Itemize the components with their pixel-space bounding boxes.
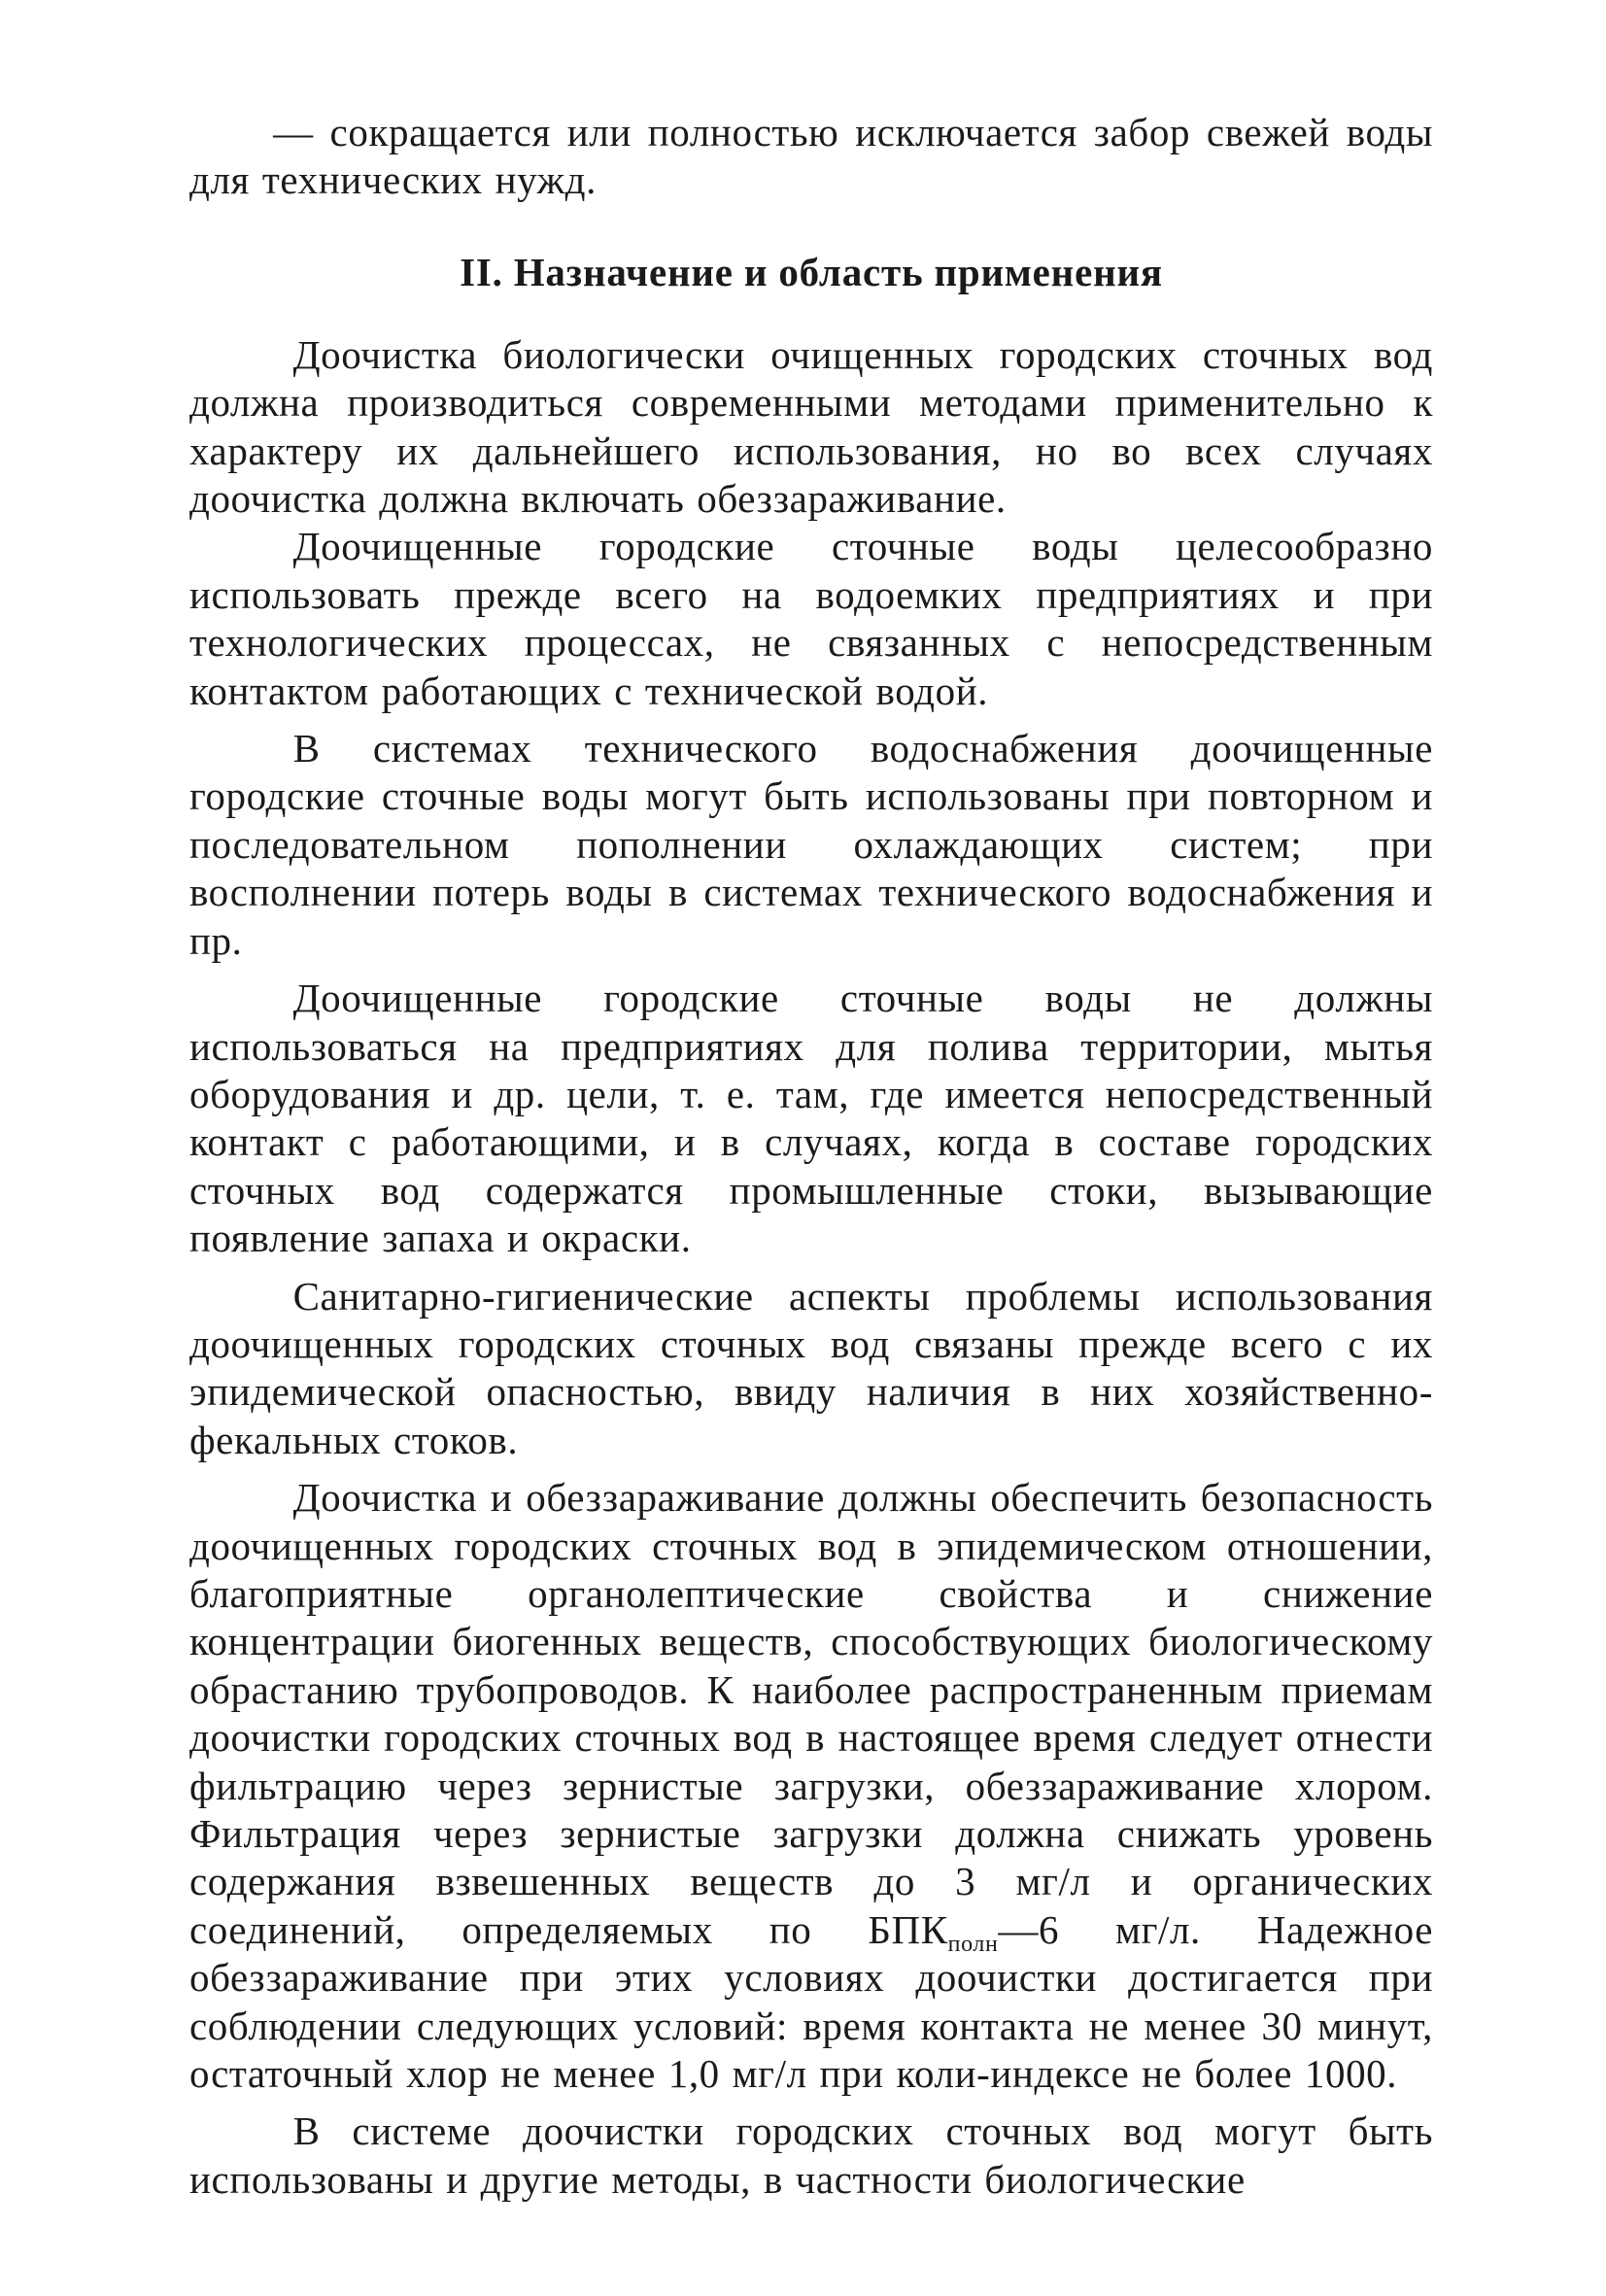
paragraph-3: В системах технического водоснабжения доочищенные городские сточные воды могут быть использованы при повторном и последовательном пополнении охлаждающих систем; при восполнении потерь воды в системах технического водоснабжения и пр. [189,726,1433,963]
paragraph-2: Доочищенные городские сточные воды целесообразно использовать прежде всего на водоемких предприятиях и при технологических процессах, не связанных с непосредственным контактом работающих с технической водой. [189,524,1433,713]
paragraph-4: Доочищенные городские сточные воды не должны использоваться на предприятиях для полива территории, мытья оборудования и др. цели, т. е. там, где имеется непосредственный контакт с работающими, и в случаях, когда в составе городских сточных вод содержатся промышленные стоки, вызывающие появление запаха и окраски. [189,976,1433,1261]
paragraph-6-text-b: —6 мг/л. Надежное обеззараживание при этих условиях доочистки достигается при соблюдении следующих условий: время контакта не менее 30 минут, остаточный хлор не менее 1,0 мг/л при коли-индексе не более 1000. [189,1906,1433,2097]
paragraph-6 [189,1474,1433,2098]
document-page [189,109,1433,2204]
continuation-paragraph: — сокращается или полностью исключается забор свежей воды для технических нужд. [189,110,1433,203]
paragraph-1: Доочистка биологически очищенных городских сточных вод должна производиться современными методами применительно к характеру их дальнейшего использования, но во всех случаях доочистка должна включать обеззараживание. [189,331,1433,522]
paragraph-5: Санитарно-гигиенические аспекты проблемы использования доочищенных городских сточных вод связаны прежде всего с их эпидемической опасностью, ввиду наличия в них хозяйственно-фекальных стоков. [189,1273,1433,1462]
section-heading: II. Назначение и область применения [460,249,1163,294]
bpk-subscript: полн [947,1931,999,1957]
paragraph-7: В системе доочистки городских сточных вод могут быть использованы и другие методы, в частности биологические [189,2108,1433,2202]
paragraph-6-text-a: Доочистка и обеззараживание должны обеспечить безопасность доочищенных городских сточных вод в эпидемическом отношении, благоприятные органолептические свойства и снижение концентрации биогенных веществ, способствующих биологическому обрастанию трубопроводов. К наиболее распространенным приемам доочистки городских сточных вод в настоящее время следует отнести фильтрацию через зернистые загрузки, обеззараживание хлором. Фильтрация через зернистые загрузки должна снижать уровень содержания взвешенных веществ до 3 мг/л и органических соединений, определяемых по БПК [189,1475,1433,1952]
